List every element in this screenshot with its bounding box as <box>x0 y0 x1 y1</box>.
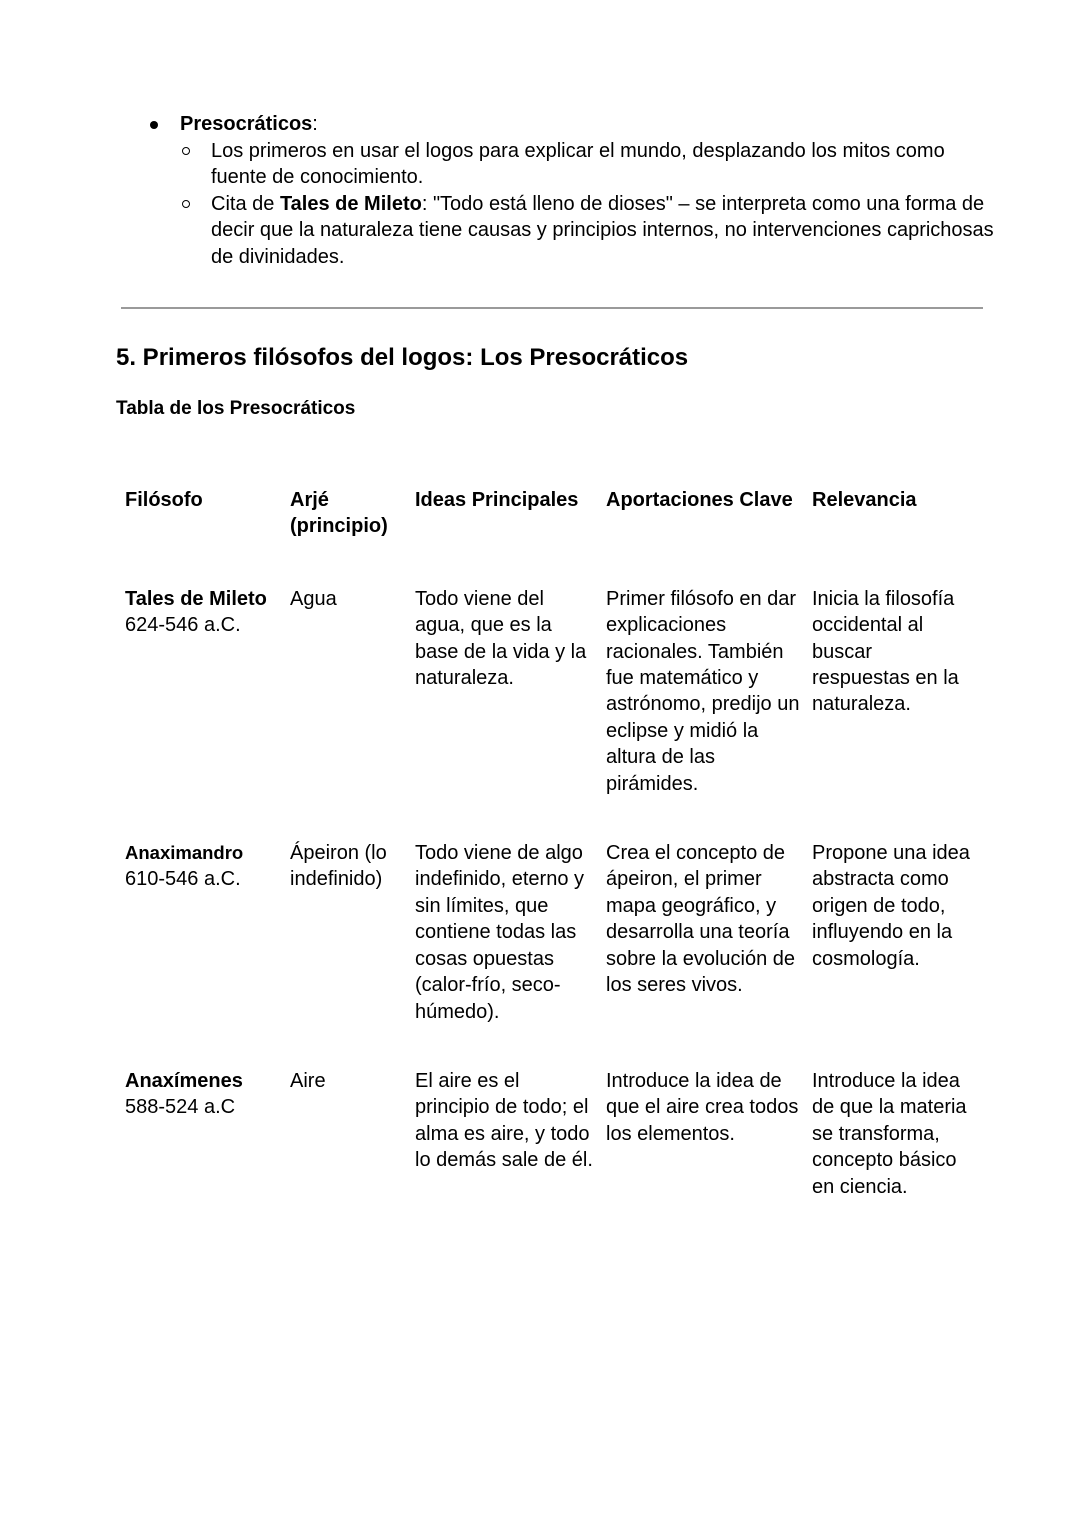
cell-arje <box>290 840 415 1068</box>
header-filosofo <box>125 487 290 586</box>
header-arje <box>290 487 415 586</box>
cell-aportaciones <box>606 840 812 1068</box>
relevancia-text: Introduce la idea de que la materia se transforma, concepto básico en ciencia. <box>812 1069 967 1198</box>
presocraticos-table <box>125 487 982 1200</box>
bullet-suffix: : <box>312 113 318 135</box>
header-ideas <box>415 487 606 586</box>
table-row <box>125 586 982 840</box>
sub-item-text: : "Todo está lleno de dioses" – se interpreta como una forma de decir que la naturaleza tiene causas y principios internos, no intervenciones caprichosas de divinidades. <box>211 192 994 268</box>
header-text: Aportaciones Clave <box>606 489 793 511</box>
sub-item-bold: Tales de Mileto <box>279 192 422 215</box>
ideas-text: El aire es el principio de todo; el alma es aire, y todo lo demás sale de él. <box>415 1069 593 1172</box>
arje-text: Ápeiron (lo indefinido) <box>290 842 387 891</box>
cell-aportaciones <box>606 1068 812 1200</box>
aportaciones-text: Primer filósofo en dar explicaciones racionales. También fue matemático y astrónomo, predijo un eclipse y midió la altura de las pirámides. <box>606 587 800 795</box>
arje-text: Agua <box>290 587 337 610</box>
cell-relevancia <box>812 840 982 1068</box>
bullet-item-presocraticos <box>145 111 1005 138</box>
hollow-bullet-icon <box>182 200 190 208</box>
header-text: Arjé (principio) <box>290 489 388 538</box>
section-title: 5. Primeros filósofos del logos: Los Presocráticos <box>116 344 689 371</box>
header-text: Filósofo <box>125 489 203 511</box>
hollow-bullet-icon <box>182 147 190 155</box>
cell-ideas <box>415 586 606 840</box>
cell-aportaciones <box>606 586 812 840</box>
arje-text: Aire <box>290 1069 326 1092</box>
philosopher-dates: 610-546 a.C. <box>125 868 241 891</box>
cell-arje <box>290 586 415 840</box>
philosopher-name: Anaximandro <box>125 842 244 864</box>
header-text: Relevancia <box>812 489 917 511</box>
horizontal-divider <box>121 307 983 309</box>
ideas-text: Todo viene de algo indefinido, eterno y sin límites, que contiene todas las cosas opuestas (calor-frío, seco-húmedo). <box>415 842 585 1023</box>
header-aportaciones <box>606 487 812 586</box>
sub-item <box>211 191 1005 271</box>
cell-filosofo <box>125 1068 290 1200</box>
philosopher-dates: 624-546 a.C. <box>125 614 241 637</box>
aportaciones-text: Introduce la idea de que el aire crea todos los elementos. <box>606 1069 799 1145</box>
cell-relevancia <box>812 586 982 840</box>
sub-list <box>145 138 1005 271</box>
sub-item-text: Los primeros en usar el logos para explicar el mundo, desplazando los mitos como fuente de conocimiento. <box>211 139 945 188</box>
bullet-dot-icon <box>150 121 158 129</box>
sub-item <box>211 138 1005 191</box>
header-relevancia <box>812 487 982 586</box>
philosopher-name: Tales de Mileto <box>125 587 267 610</box>
cell-relevancia <box>812 1068 982 1200</box>
sub-item-prefix: Cita de <box>211 192 280 215</box>
philosopher-dates: 588-524 a.C <box>125 1096 236 1119</box>
cell-filosofo <box>125 840 290 1068</box>
philosopher-name: Anaxímenes <box>125 1069 243 1092</box>
aportaciones-text: Crea el concepto de ápeiron, el primer mapa geográfico, y desarrolla una teoría sobre la evolución de los seres vivos. <box>606 842 796 997</box>
table-header-row <box>125 487 982 586</box>
table-row <box>125 840 982 1068</box>
relevancia-text: Inicia la filosofía occidental al buscar respuestas en la naturaleza. <box>812 587 959 716</box>
bullet-label: Presocráticos <box>180 113 313 135</box>
cell-ideas <box>415 1068 606 1200</box>
cell-filosofo <box>125 586 290 840</box>
cell-ideas <box>415 840 606 1068</box>
header-text: Ideas Principales <box>415 489 579 511</box>
relevancia-text: Propone una idea abstracta como origen de todo, influyendo en la cosmología. <box>812 842 970 970</box>
table-row <box>125 1068 982 1200</box>
presocraticos-bullet-list <box>145 111 1005 270</box>
ideas-text: Todo viene del agua, que es la base de la vida y la naturaleza. <box>415 587 587 690</box>
table-title: Tabla de los Presocráticos <box>116 398 356 419</box>
cell-arje <box>290 1068 415 1200</box>
